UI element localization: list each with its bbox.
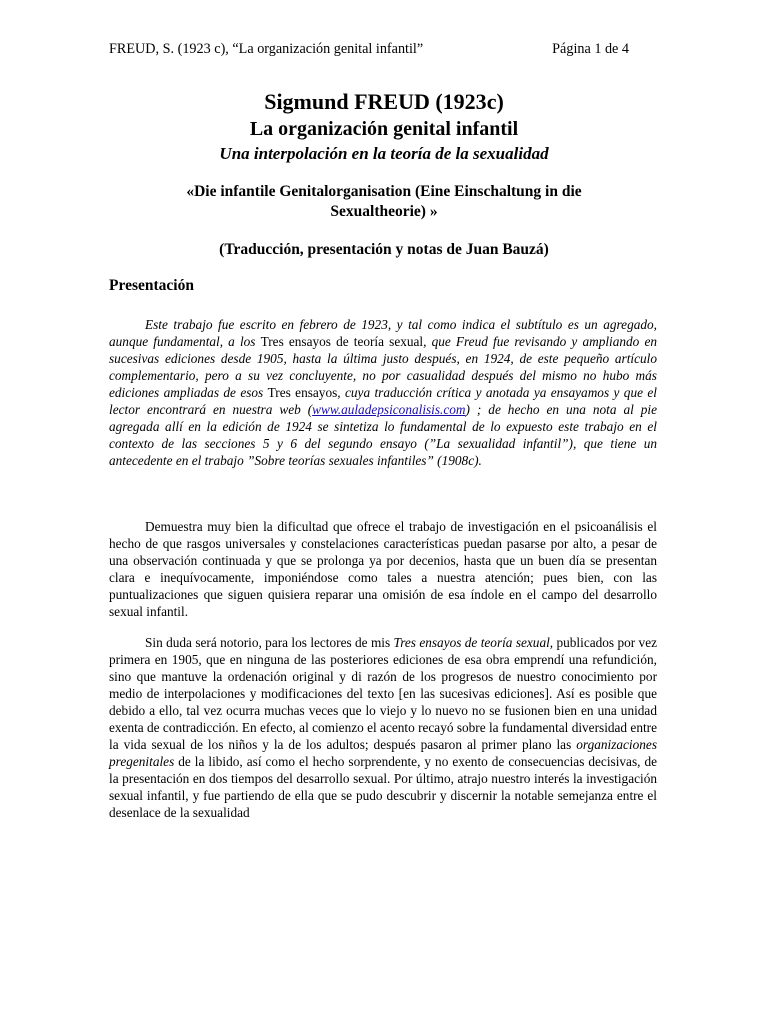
body-paragraph-1-text	[109, 518, 657, 620]
text-run: de la libido, así como el hecho sorprendente, y no exento de consecuencias decisivas, de la presentación en dos tiempos del desarrollo sexual. Por último, atrajo nuestro interés la investigación sexual infantil, y fue partiendo de ella que se pudo descubrir y discernir la notable semejanza entre el desenlace de la sexualidad	[109, 754, 657, 820]
body-paragraph-2-text	[109, 634, 657, 821]
text-run: organizaciones pregenitales	[109, 737, 657, 769]
body-paragraph-2	[109, 634, 657, 821]
text-run: Demuestra muy bien la dificultad que ofrece el trabajo de investigación en el psicoanálisis el hecho de que rasgos universales y constelaciones características puedan pasarse por alto, a pesar de una observación continuada y que se prolonga ya por decenios, hasta que un buen día se presentan clara e inequívocamente, imponiéndose como tales a nuestra atención; pues bien, con las puntualizaciones que siguen quisiera reparar una omisión de esa índole en el campo del desarrollo sexual infantil.	[109, 519, 657, 619]
text-run: Sin duda será notorio, para los lectores de mis	[145, 635, 394, 650]
text-run: Este trabajo fue escrito en febrero de 1923, y tal como indica el subtítulo es un agregado, aunque fundamental, a los	[109, 317, 657, 349]
text-run: publicados por vez primera en 1905, que en ninguna de las posteriores ediciones de esa obra emprendí una refundición, sino que mantuve la ordenación original y di razón de los progresos de nuestro conocimiento por medio de interpolaciones y modificaciones del texto [en las sucesivas ediciones]. Así es posible que debido a ello, tal vez ocurra muchas veces que lo viejo y lo nuevo no se fusionen bien en una unidad exenta de contradicción. En efecto, al comienzo el acento recayó sobre la fundamental diversidad entre la vida sexual de los niños y la de los adultos; después pasaron al primer plano las	[109, 635, 658, 752]
title-block	[109, 88, 659, 260]
document-subtitle-spanish: La organización genital infantil	[249, 118, 519, 140]
document-title	[109, 88, 659, 116]
document-subheading: Una interpolación en la teoría de la sexualidad	[219, 144, 549, 163]
original-german-title: «Die infantile Genitalorganisation (Eine Einschaltung in die Sexualtheorie) »	[186, 183, 582, 220]
website-link[interactable]: www.auladepsiconalisis.com	[312, 402, 466, 417]
translation-credit: (Traducción, presentación y notas de Juan Bauzá)	[219, 241, 549, 258]
intro-paragraph	[109, 316, 657, 469]
text-run: c	[214, 41, 221, 57]
running-header	[109, 41, 629, 58]
text-run: Tres ensayos de teoría sexual	[260, 334, 424, 349]
text-run: Tres ensayos	[267, 385, 338, 400]
text-run: ), “La organización genital infantil”	[220, 41, 424, 57]
text-run: )	[496, 89, 504, 114]
header-citation	[109, 41, 423, 58]
section-heading-presentacion: Presentación	[109, 277, 194, 294]
text-run: , que Freud fue revisando y ampliando en sucesivas ediciones desde 1905, hasta la última justo después, en 1924, de este pequeño artículo complementario, pero a su vez concluyente, no por casualidad después del mismo no hubo más ediciones ampliadas de esos	[109, 334, 658, 400]
page-number: Página 1 de 4	[552, 41, 629, 57]
body-paragraph-1	[109, 518, 657, 620]
text-run: Sigmund FREUD (1923	[264, 89, 487, 114]
text-run: c	[486, 89, 497, 114]
text-run: Tres ensayos de teoría sexual,	[393, 635, 554, 650]
text-run: ) ; de hecho en una nota al pie agregada allí en la edición de 1924 se sintetiza lo fundamental de lo expuesto este trabajo en el contexto de las secciones 5 y 6 del segundo ensayo (”La sexualidad infantil”), que tiene un antecedente en el trabajo ”Sobre teorías sexuales infantiles” (1908c).	[109, 402, 657, 468]
text-run: , cuya traducción crítica y anotada ya ensayamos y que el lector encontrará en nuestra web (	[109, 385, 657, 417]
text-run: FREUD, S. (1923	[109, 41, 215, 57]
intro-paragraph-text	[109, 316, 657, 469]
